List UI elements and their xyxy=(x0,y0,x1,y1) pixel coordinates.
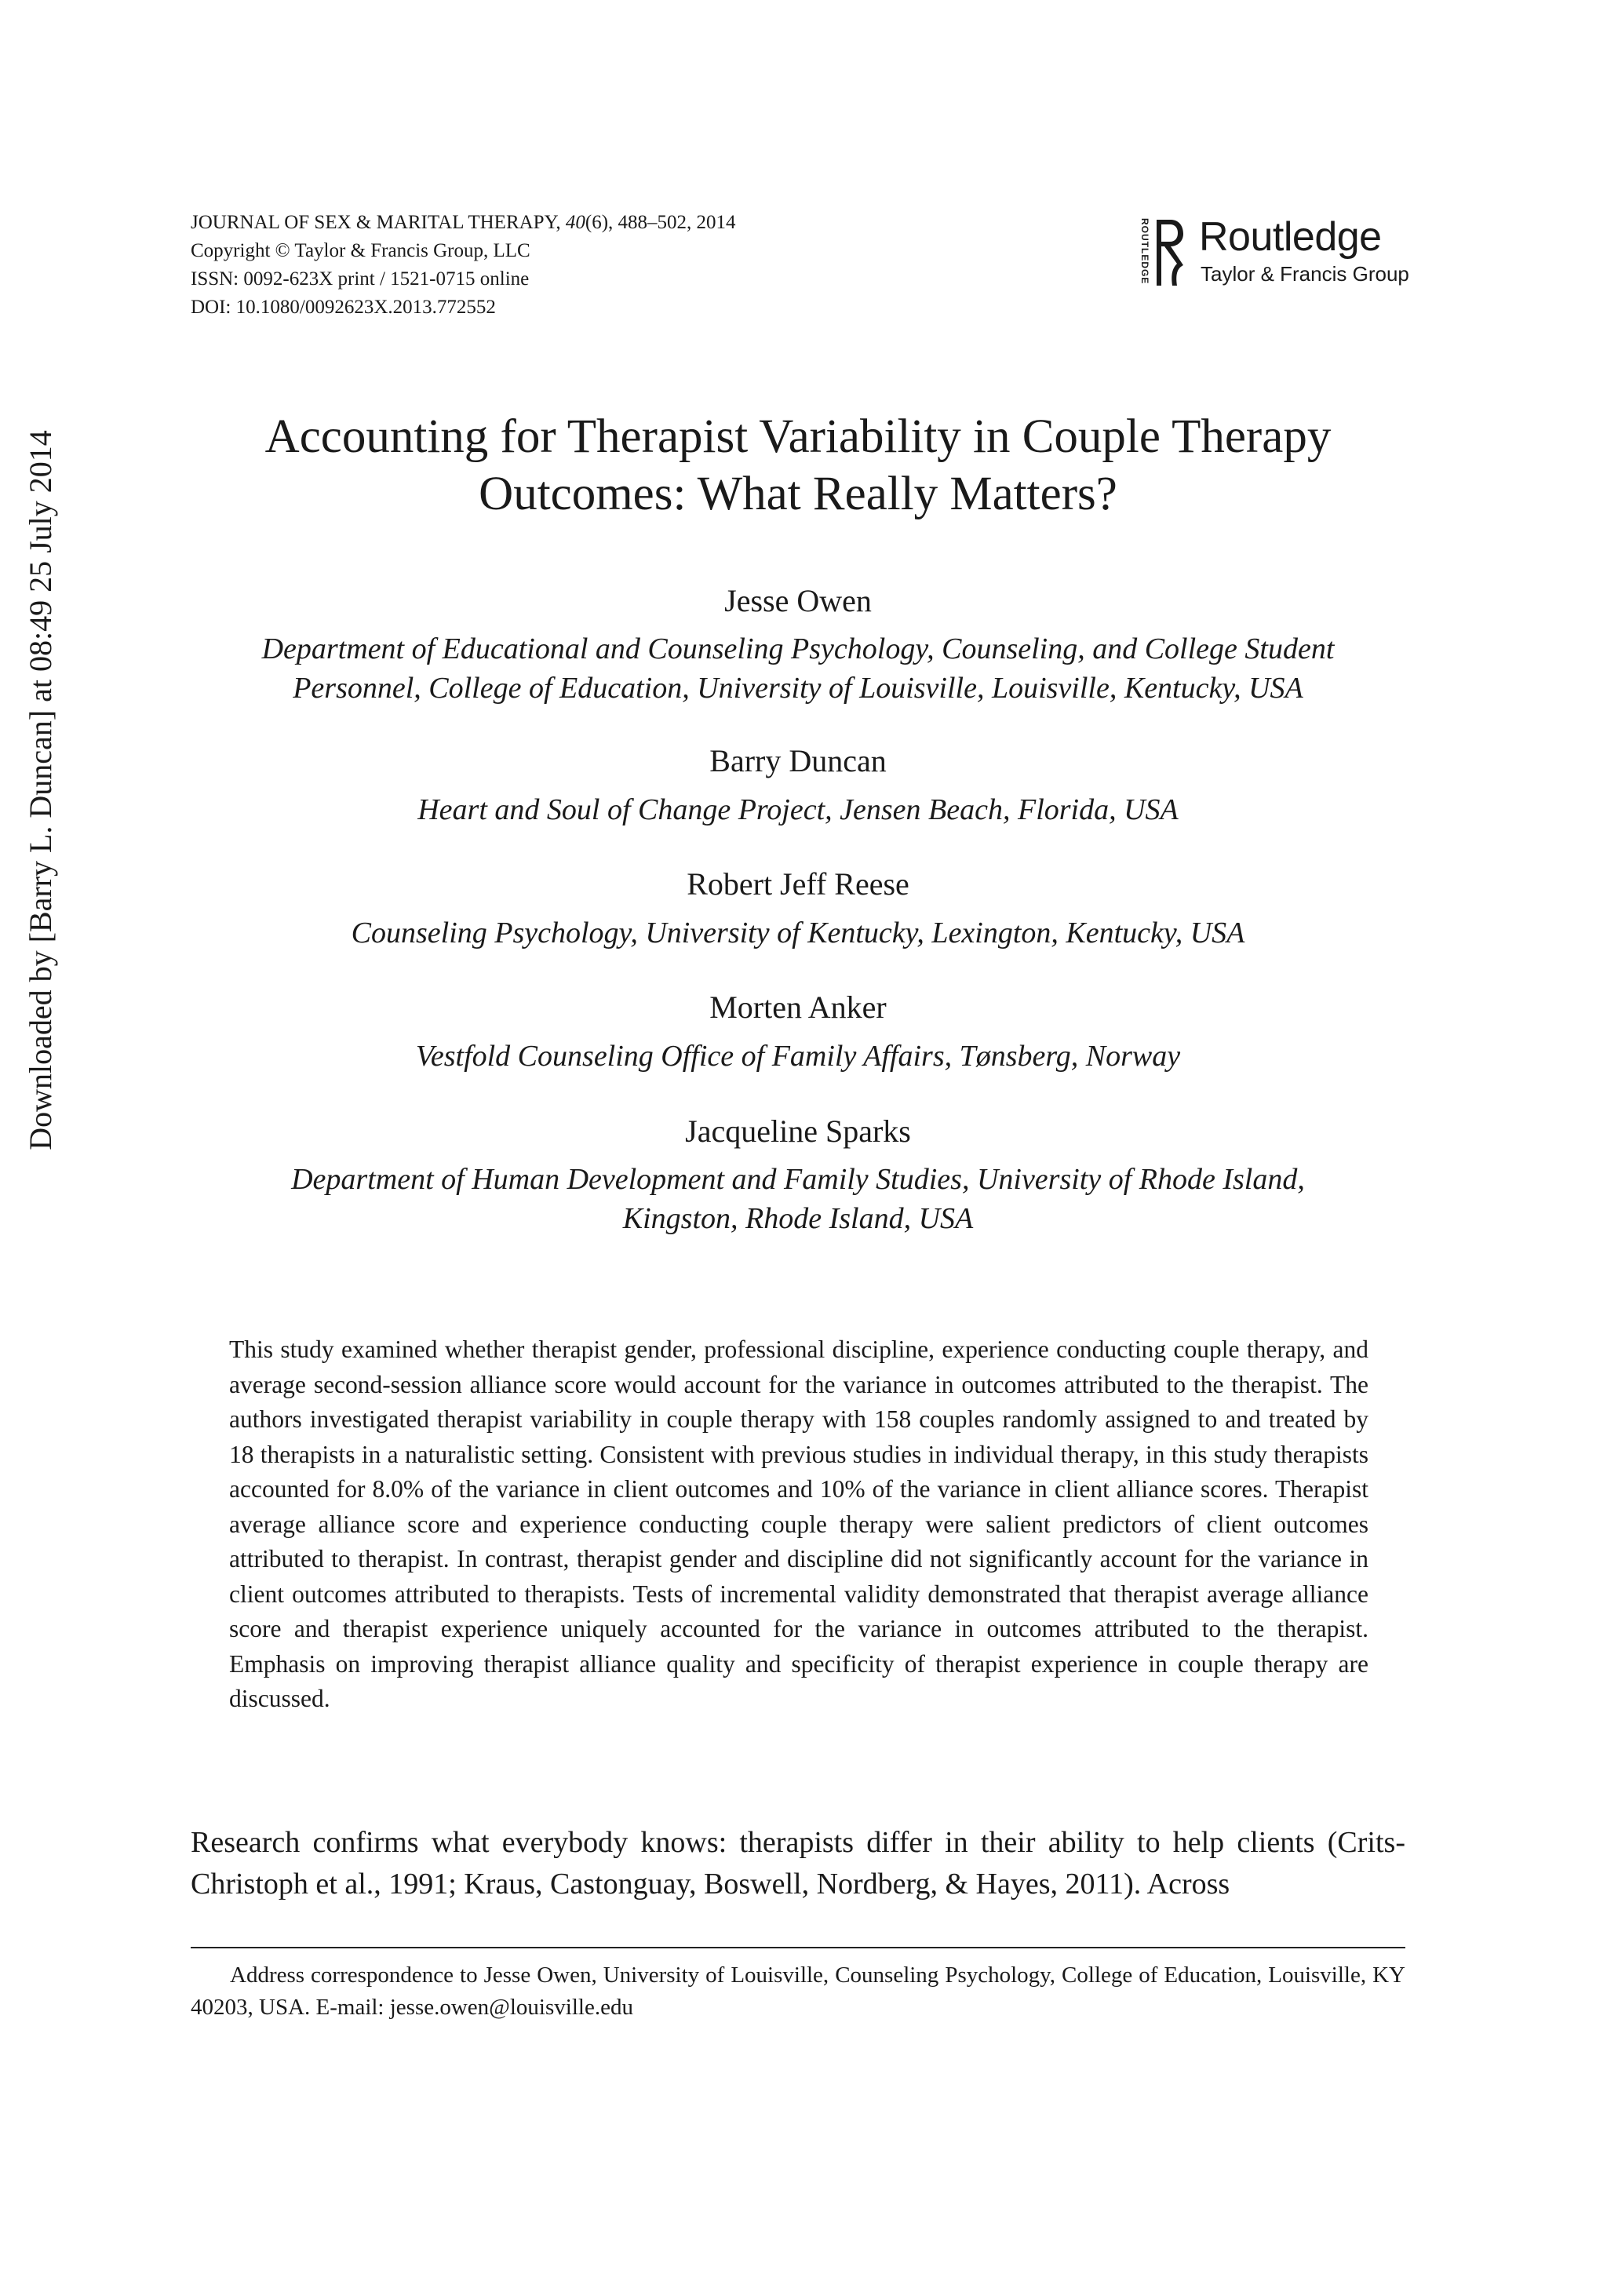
author-affiliation: Department of Educational and Counseling Psychology, Counseling, and College Student Personnel, College of Education, University of Louisville, Louisville, Kentucky, USA xyxy=(261,632,1335,705)
publisher-logo xyxy=(1136,213,1419,292)
author-name: Jacqueline Sparks xyxy=(685,1113,911,1149)
footnote-divider xyxy=(191,1947,1405,1948)
author-affiliation: Heart and Soul of Change Project, Jensen Beach, Florida, USA xyxy=(417,793,1179,826)
publisher-name: Routledge xyxy=(1199,214,1382,260)
author-affiliation: Department of Human Development and Family Studies, University of Rhode Island, Kingston, Rhode Island, USA xyxy=(291,1163,1305,1235)
article-title xyxy=(191,408,1405,523)
copyright-line: Copyright © Taylor & Francis Group, LLC xyxy=(191,240,530,261)
author-name: Morten Anker xyxy=(709,989,887,1025)
author-affiliation: Vestfold Counseling Office of Family Affairs, Tønsberg, Norway xyxy=(415,1040,1181,1073)
journal-metadata xyxy=(191,209,736,322)
author-name: Robert Jeff Reese xyxy=(687,866,909,902)
routledge-mark-icon xyxy=(1153,217,1186,289)
title-line-2: Outcomes: What Really Matters? xyxy=(479,468,1117,520)
author-name: Jesse Owen xyxy=(724,583,872,618)
abstract: This study examined whether therapist gender, professional discipline, experience conducting couple therapy, and average second-session alliance score would account for the variance in outcomes attributed to the therapist. The authors investigated therapist variability in couple therapy with 158 couples randomly assigned to and treated by 18 therapists in a naturalistic setting. Consistent with previous studies in individual therapy, in this study therapists accounted for 8.0% of the variance in client outcomes and 10% of the variance in client alliance scores. Therapist average alliance score and experience conducting couple therapy were salient predictors of client outcomes attributed to therapist. In contrast, therapist gender and discipline did not significantly account for the variance in client outcomes attributed to therapists. Tests of incremental validity demonstrated that therapist average alliance score and therapist experience uniquely accounted for the variance in outcomes attributed to the therapist. Emphasis on improving therapist alliance quality and specificity of therapist experience in couple therapy are discussed. xyxy=(229,1336,1368,1712)
author-affiliation: Counseling Psychology, University of Kentucky, Lexington, Kentucky, USA xyxy=(351,917,1245,949)
author-name: Barry Duncan xyxy=(709,743,887,778)
journal-volume: 40 xyxy=(565,212,585,233)
footnote: Address correspondence to Jesse Owen, University of Louisville, Counseling Psychology, College of Education, Louisville, KY 40203, USA. E-mail: jesse.owen@louisville.edu xyxy=(191,1963,1405,2020)
download-stamp-text: Downloaded by [Barry L. Duncan] at 08:49 25 July 2014 xyxy=(23,430,58,1150)
title-line-1: Accounting for Therapist Variability in Couple Therapy xyxy=(264,410,1332,463)
publisher-group: Taylor & Francis Group xyxy=(1201,262,1409,286)
journal-citation: JOURNAL OF SEX & MARITAL THERAPY, 40(6), 488–502, 2014 xyxy=(191,212,736,233)
logo-vertical-text: ROUTLEDGE xyxy=(1139,217,1150,285)
issn-line: ISSN: 0092-623X print / 1521-0715 online xyxy=(191,268,530,290)
doi-line: DOI: 10.1080/0092623X.2013.772552 xyxy=(191,297,496,318)
body-paragraph: Research confirms what everybody knows: therapists differ in their ability to help clients (Crits-Christoph et al., 1991; Kraus, Castonguay, Boswell, Nordberg, & Hayes, 2011). Across xyxy=(191,1826,1405,1901)
